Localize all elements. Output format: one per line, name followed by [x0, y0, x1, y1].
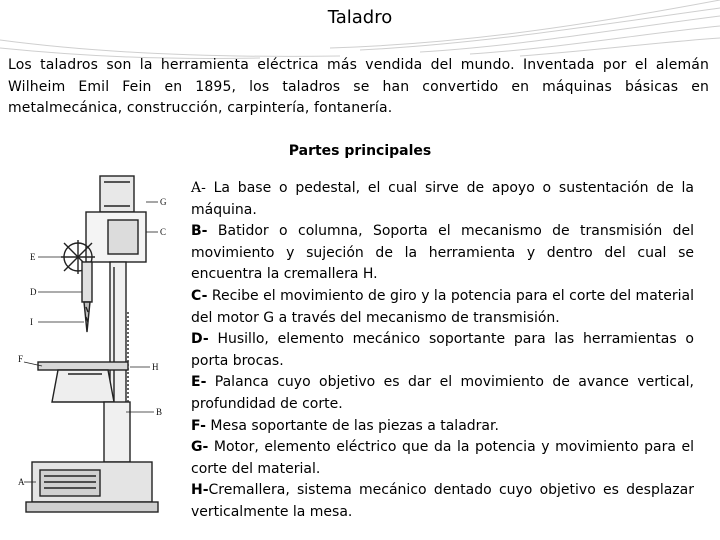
part-item-c [191, 286, 694, 329]
part-item-e [191, 372, 694, 415]
diagram-label-b: B [156, 407, 163, 417]
part-letter: D- [191, 331, 209, 348]
part-letter: A- [191, 180, 206, 196]
part-item-a [191, 178, 694, 221]
part-item-f [191, 416, 694, 438]
part-text: Batidor o columna, Soporta el mecanismo de transmisión del movimiento y sujeción de la herramienta y dentro del cual se encuentra la cremallera H. [191, 223, 694, 283]
part-text: Cremallera, sistema mecánico dentado cuyo objetivo es desplazar verticalmente la mesa. [191, 482, 694, 520]
diagram-label-g: G [160, 197, 167, 207]
part-text: La base o pedestal, el cual sirve de apoyo o sustentación de la máquina. [191, 180, 694, 218]
part-text: Husillo, elemento mecánico soportante para las herramientas o porta brocas. [191, 331, 694, 369]
diagram-label-h: H [152, 362, 159, 372]
part-item-h [191, 480, 694, 523]
part-letter: B- [191, 223, 208, 240]
parts-list [191, 178, 694, 524]
diagram-label-e: E [30, 252, 36, 262]
part-item-g [191, 437, 694, 480]
spindle-shape [82, 262, 92, 302]
diagram-label-d: D [30, 287, 37, 297]
part-item-d [191, 329, 694, 372]
diagram-label-a: A [18, 477, 25, 487]
part-letter: C- [191, 287, 208, 304]
part-item-b [191, 221, 694, 286]
part-text: Motor, elemento eléctrico que da la potencia y movimiento para el corte del material. [191, 439, 694, 477]
part-text: Recibe el movimiento de giro y la potencia para el corte del material del motor G a través del mecanismo de transmisión. [191, 287, 694, 326]
diagram-label-f: F [18, 354, 24, 364]
part-text: Mesa soportante de las piezas a taladrar. [205, 417, 499, 434]
part-letter: G- [191, 439, 209, 456]
page-title: Taladro [327, 7, 393, 28]
intro-paragraph: Los taladros son la herramienta eléctrica más vendida del mundo. Inventada por el alemán Wilheim Emil Fein en 1895, los taladros se han convertido en máquinas básicas en metalmecánica, construcción, carpintería, fontanería. [8, 57, 709, 116]
table-shape [38, 362, 128, 370]
part-text: Palanca cuyo objetivo es dar el movimiento de avance vertical, profundidad de corte. [191, 374, 694, 412]
drill-bit-shape [84, 302, 90, 332]
diagram-label-i: I [30, 317, 33, 327]
part-letter: F- [191, 417, 206, 434]
drill-press-diagram [18, 162, 180, 522]
section-subtitle: Partes principales [288, 143, 432, 159]
diagram-label-c: C [160, 227, 167, 237]
part-letter: H- [191, 482, 209, 499]
part-letter: E- [191, 374, 207, 391]
